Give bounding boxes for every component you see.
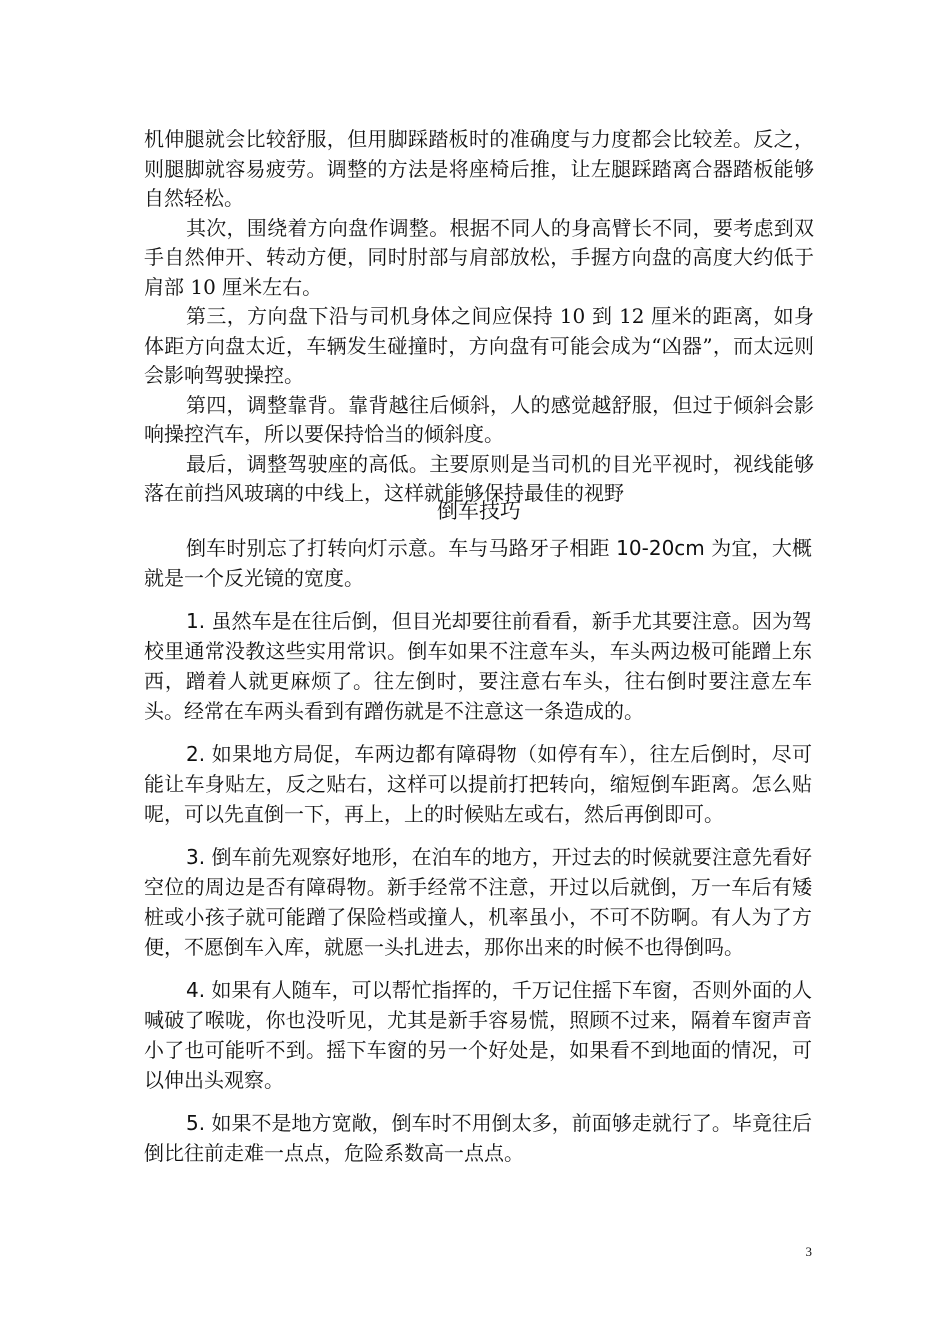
tip-item-2: 2. 如果地方局促，车两边都有障碍物（如停有车），往左后倒时，尽可能让车身贴左，反之贴右，这样可以提前打把转向，缩短倒车距离。怎么贴呢，可以先直倒一下，再上，上的时候贴左或右，然后再倒即可。 [144,742,812,826]
tip-item-1: 1. 虽然车是在往后倒，但目光却要往前看看，新手尤其要注意。因为驾校里通常没教这些实用常识。倒车如果不注意车头，车头两边极可能蹭上东西，蹭着人就更麻烦了。往左倒时，要注意右车头，往右倒时要注意左车头。经常在车两头看到有蹭伤就是不注意这一条造成的。 [144,609,812,723]
seat-adjustment-section [144,125,814,509]
tip-item-4: 4. 如果有人随车，可以帮忙指挥的，千万记住摇下车窗，否则外面的人喊破了喉咙，你也没听见，尤其是新手容易慌，照顾不过来，隔着车窗声音小了也可能听不到。摇下车窗的另一个好处是，如果看不到地面的情况，可以伸出头观察。 [144,978,812,1092]
page-number: 3 [805,1244,812,1259]
paragraph-intro: 倒车时别忘了打转向灯示意。车与马路牙子相距 10-20cm 为宜，大概就是一个反光镜的宽度。 [144,536,812,590]
reversing-tips-section [144,533,812,1181]
paragraph-backrest: 第四，调整靠背。靠背越往后倾斜，人的感觉越舒服，但过于倾斜会影响操控汽车，所以要保持恰当的倾斜度。 [144,392,814,446]
paragraph-seat-height: 最后，调整驾驶座的高低。主要原则是当司机的目光平视时，视线能够落在前挡风玻璃的中线上，这样就能够保持最佳的视野 [144,451,814,505]
paragraph-steering-wheel: 其次，围绕着方向盘作调整。根据不同人的身高臂长不同，要考虑到双手自然伸开、转动方便，同时肘部与肩部放松，手握方向盘的高度大约低于肩部 10 厘米左右。 [144,215,814,299]
section-heading: 倒车技巧 [437,499,521,523]
paragraph-wheel-distance: 第三，方向盘下沿与司机身体之间应保持 10 到 12 厘米的距离，如身体距方向盘太近，车辆发生碰撞时，方向盘有可能会成为“凶器”，而太远则会影响驾驶操控。 [144,304,814,387]
paragraph-continuation: 机伸腿就会比较舒服，但用脚踩踏板时的准确度与力度都会比较差。反之，则腿脚就容易疲劳。调整的方法是将座椅后推，让左腿踩踏离合器踏板能够自然轻松。 [144,127,814,210]
tip-item-5: 5. 如果不是地方宽敞，倒车时不用倒太多，前面够走就行了。毕竟往后倒比往前走难一点点，危险系数高一点点。 [144,1111,812,1165]
tip-item-3: 3. 倒车前先观察好地形，在泊车的地方，开过去的时候就要注意先看好空位的周边是否有障碍物。新手经常不注意，开过以后就倒，万一车后有矮桩或小孩子就可能蹭了保险档或撞人，机率虽小，不可不防啊。有人为了方便，不愿倒车入库，就愿一头扎进去，那你出来的时候不也得倒吗。 [144,845,812,959]
